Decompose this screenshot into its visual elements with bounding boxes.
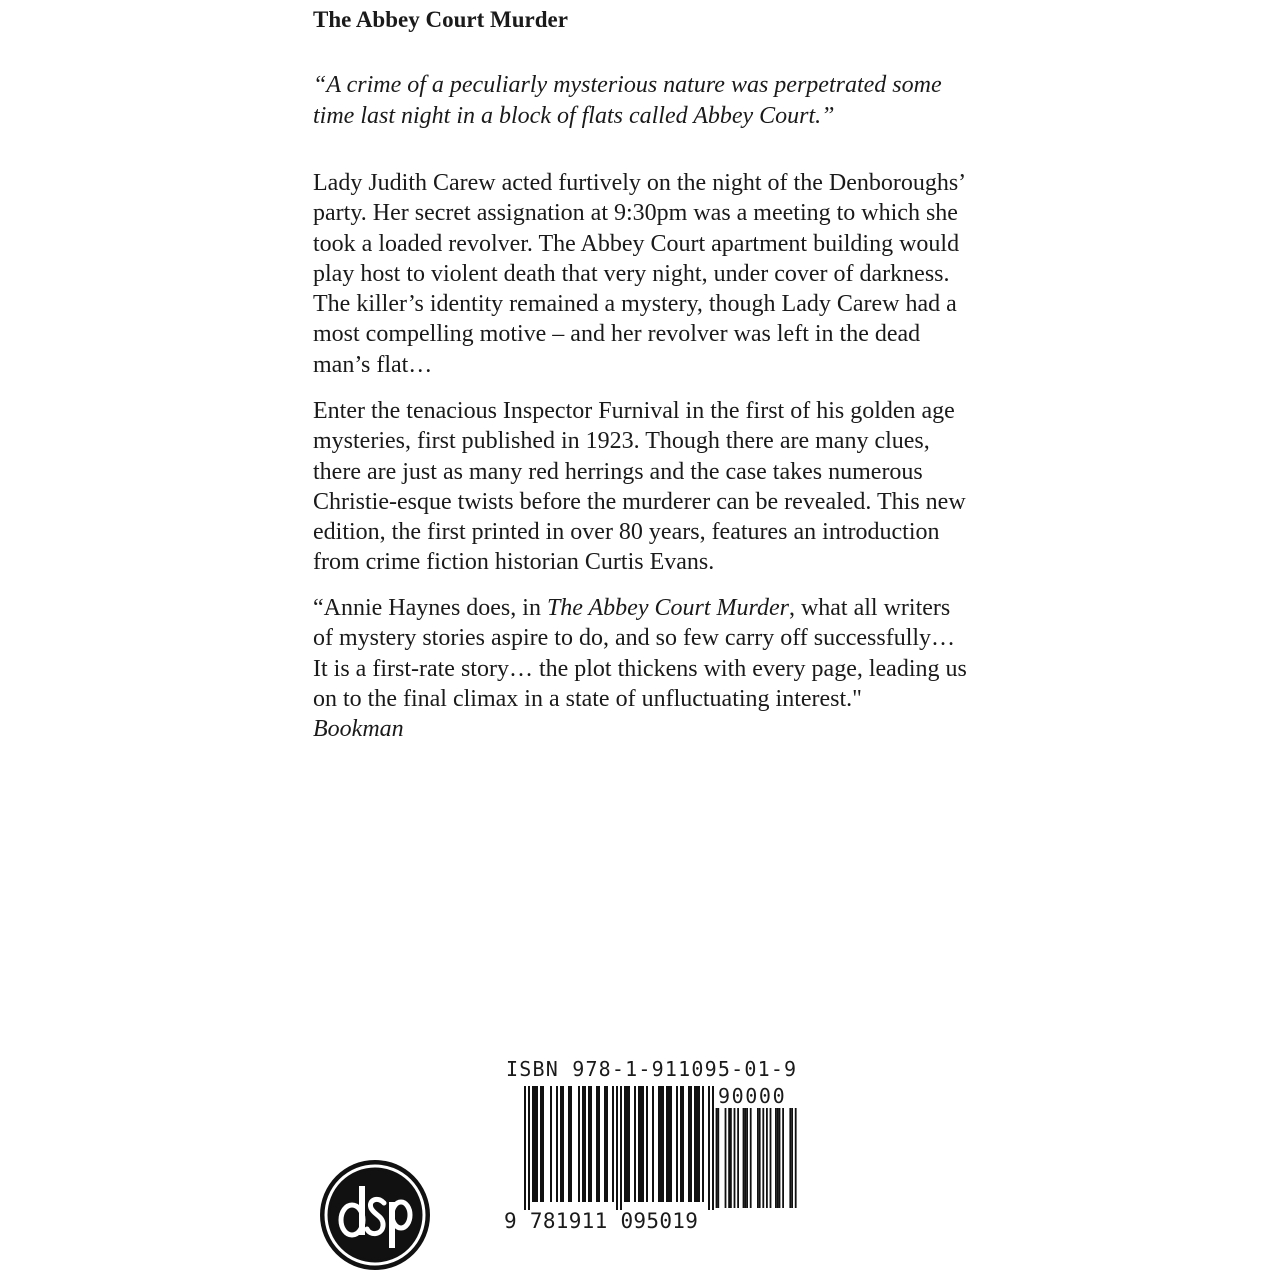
barcode-bar bbox=[694, 1086, 696, 1202]
addon-bar bbox=[728, 1108, 730, 1208]
barcode-bar bbox=[688, 1086, 690, 1202]
barcode-bar bbox=[556, 1086, 558, 1202]
barcode-bar bbox=[668, 1086, 670, 1202]
review-text-before: “Annie Haynes does, in bbox=[313, 595, 547, 621]
price-code: 90000 bbox=[718, 1084, 787, 1108]
barcode-bar bbox=[578, 1086, 580, 1202]
ean-number: 9 781911 095019 bbox=[504, 1209, 699, 1233]
addon-bar bbox=[777, 1108, 779, 1208]
barcode-bar bbox=[628, 1086, 630, 1202]
barcode-bar bbox=[532, 1086, 534, 1202]
addon-bar bbox=[770, 1108, 772, 1208]
barcode-guard-bar bbox=[528, 1086, 530, 1210]
addon-bar bbox=[730, 1108, 732, 1208]
isbn-label: ISBN 978-1-911095-01-9 bbox=[506, 1057, 798, 1081]
review-text-after: , what all writers of mystery stories aspire to do, and so few carry off successfully… It is a first-rate story… the plot thickens with every page, leading us on to the final climax in a state of unfluctuating interest." bbox=[313, 595, 967, 712]
barcode-bar bbox=[584, 1086, 586, 1202]
addon-bar bbox=[795, 1108, 797, 1208]
barcode-bar bbox=[680, 1086, 682, 1202]
barcode-guard-bar bbox=[620, 1086, 622, 1210]
barcode-bar bbox=[596, 1086, 598, 1202]
addon-bar bbox=[791, 1108, 793, 1208]
barcode-bar bbox=[660, 1086, 662, 1202]
barcode-bar bbox=[626, 1086, 628, 1202]
addon-bar bbox=[762, 1108, 764, 1208]
barcode-bar bbox=[652, 1086, 654, 1202]
review-attribution: Bookman bbox=[313, 716, 404, 743]
addon-bar bbox=[744, 1108, 746, 1208]
barcode-bar bbox=[662, 1086, 664, 1202]
addon-bar bbox=[716, 1108, 718, 1208]
barcode-guard-bar bbox=[708, 1086, 710, 1210]
barcode-bar bbox=[702, 1086, 704, 1202]
isbn-barcode bbox=[500, 1058, 810, 1238]
addon-bar bbox=[746, 1108, 748, 1208]
barcode-bar bbox=[570, 1086, 572, 1202]
barcode-bar bbox=[582, 1086, 584, 1202]
barcode-bar bbox=[598, 1086, 600, 1202]
addon-bar bbox=[789, 1108, 791, 1208]
barcode-bar bbox=[676, 1086, 678, 1202]
barcode-bar bbox=[698, 1086, 700, 1202]
barcode-bar bbox=[638, 1086, 640, 1202]
addon-bar bbox=[766, 1108, 768, 1208]
addon-bar bbox=[725, 1108, 727, 1208]
synopsis-paragraph-1: Lady Judith Carew acted furtively on the night of the Denboroughs’ party. Her secret assignation at 9:30pm was a meeting to which she took a loaded revolver. The Abbey Court apartment building would play host to violent death that very night, under cover of darkness. The killer’s identity remained a mystery, though Lady Carew had a most compelling motive – and her revolver was left in the dead man’s flat… bbox=[313, 170, 965, 378]
barcode-bar bbox=[658, 1086, 660, 1202]
barcode-bar bbox=[604, 1086, 606, 1202]
barcode-bar bbox=[542, 1086, 544, 1202]
barcode-bar bbox=[550, 1086, 552, 1202]
addon-bar bbox=[750, 1108, 752, 1208]
barcode-bar bbox=[640, 1086, 642, 1202]
addon-bar bbox=[759, 1108, 761, 1208]
addon-bar bbox=[782, 1108, 784, 1208]
dsp-publisher-logo-icon bbox=[318, 1158, 432, 1272]
review-quote bbox=[313, 593, 973, 744]
barcode-bar bbox=[612, 1086, 614, 1202]
barcode-bar bbox=[540, 1086, 542, 1202]
barcode-bar bbox=[670, 1086, 672, 1202]
barcode-bar bbox=[588, 1086, 590, 1202]
barcode-bar bbox=[606, 1086, 608, 1202]
barcode-guard-bar bbox=[524, 1086, 526, 1210]
addon-bar bbox=[737, 1108, 739, 1208]
barcode-bar bbox=[568, 1086, 570, 1202]
barcode-bar bbox=[560, 1086, 562, 1202]
barcode-bars bbox=[500, 1058, 810, 1218]
barcode-bar bbox=[562, 1086, 564, 1202]
barcode-bar bbox=[624, 1086, 626, 1202]
barcode-bar bbox=[690, 1086, 692, 1202]
addon-bar bbox=[743, 1108, 745, 1208]
epigraph-quote: “A crime of a peculiarly mysterious nature was perpetrated some time last night in a block of flats called Abbey Court.” bbox=[313, 72, 942, 129]
barcode-bar bbox=[536, 1086, 538, 1202]
barcode-guard-bar bbox=[616, 1086, 618, 1210]
barcode-bar bbox=[696, 1086, 698, 1202]
addon-bar bbox=[757, 1108, 759, 1208]
addon-bar bbox=[717, 1108, 719, 1208]
barcode-bar bbox=[666, 1086, 668, 1202]
addon-bar bbox=[775, 1108, 777, 1208]
addon-bar bbox=[712, 1108, 714, 1208]
barcode-bar bbox=[642, 1086, 644, 1202]
addon-bar bbox=[734, 1108, 736, 1208]
barcode-bar bbox=[646, 1086, 648, 1202]
addon-bar bbox=[779, 1108, 781, 1208]
barcode-bar bbox=[534, 1086, 536, 1202]
barcode-bar bbox=[590, 1086, 592, 1202]
book-title: The Abbey Court Murder bbox=[313, 7, 568, 32]
barcode-bar bbox=[634, 1086, 636, 1202]
synopsis-paragraph-2: Enter the tenacious Inspector Furnival in the first of his golden age mysteries, first published in 1923. Though there are many clues, there are just as many red herrings and the case takes numerous Christie-esque twists before the murderer can be revealed. This new edition, the first printed in over 80 years, features an introduction from crime fiction historian Curtis Evans. bbox=[313, 398, 966, 576]
barcode-bar bbox=[682, 1086, 684, 1202]
review-book-title: The Abbey Court Murder bbox=[546, 595, 789, 621]
